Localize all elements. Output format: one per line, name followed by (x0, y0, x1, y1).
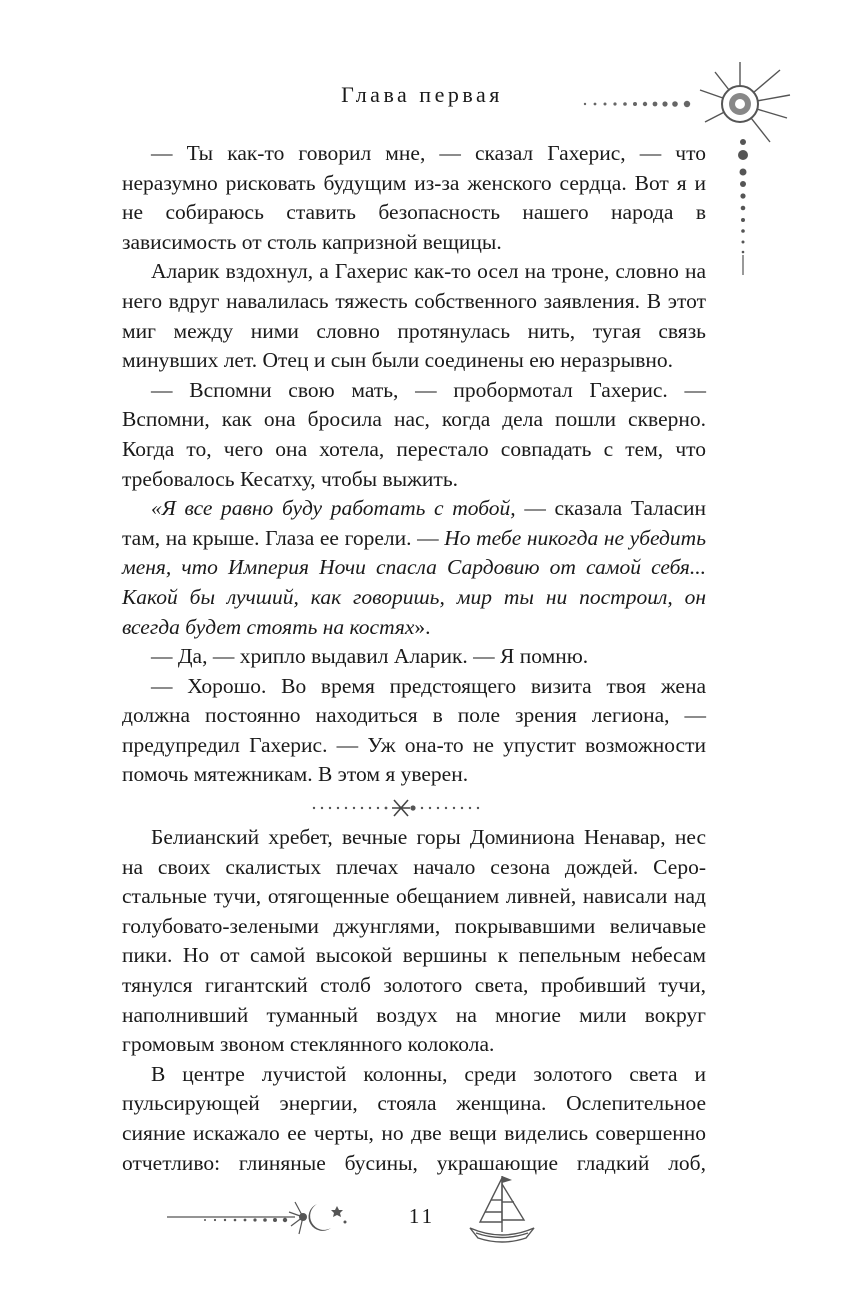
chapter-title: Глава первая (341, 82, 503, 107)
quote-narration: — сказала Таласин там, на крыше. Глаза ее горели. — (122, 496, 706, 550)
paragraph: Аларик вздохнул, а Гахерис как-то осел на троне, словно на него вдруг навалилась тяжесть собственного заявления. В этот миг между ними словно протянулась нить, тугая связь минувших лет. Отец и сын были соединены ею неразрывно. (122, 259, 706, 373)
paragraph: — Хорошо. Во время предстоящего визита твоя жена должна постоянно находиться в поле зрения легиона, — предупредил Гахерис. — Уж она-то не упустит возможности помочь мятежникам. В этом я уверен. (122, 673, 706, 787)
italic-quote-paragraph (122, 494, 706, 642)
quote-italic-2: Но тебе никогда не убедить меня, что Империя Ночи спасла Сардовию от самой себя... Какой бы лучший, как говоришь, мир ты ни построил, он всегда будет стоять на костях (122, 525, 706, 639)
main-text-bottom (122, 823, 706, 1178)
quote-close: ». (414, 614, 431, 639)
sailing-ship-icon (462, 1170, 542, 1250)
paragraph: — Ты как-то говорил мне, — сказал Гахерис, — что неразумно рисковать будущим из-за женского сердца. Вот я и не собираюсь ставить безопасность нашего народа в зависимость от столь капризной вещицы. (122, 141, 706, 254)
page-number: 11 (408, 1204, 436, 1228)
main-text-top (122, 139, 706, 790)
paragraph: В центре лучистой колонны, среди золотого света и пульсирующей энергии, стояла женщина. Ослепительное сияние искажало ее черты, но две вещи виделись совершенно отчетливо: глиняные бусины, украшающие гладкий лоб, (122, 1061, 706, 1175)
paragraph: — Вспомни свою мать, — пробормотал Гахерис. — Вспомни, как она бросила нас, когда дела пошли скверно. Когда то, чего она хотела, перестало совпадать с тем, что требовалось Кесатху, чтобы выжить. (122, 377, 706, 491)
dotted-star-separator-icon (310, 797, 485, 819)
quote-italic-1: «Я все равно буду работать с тобой, (151, 496, 516, 521)
paragraph: Белианский хребет, вечные горы Доминиона Ненавар, нес на своих скалистых плечах начало сезона дождей. Серо-стальные тучи, отягощенные обещанием ливней, нависали над голубовато-зелеными джунглями, покрывавшими величавые пики. Но от самой высокой вершины к пепельным небесам тянулся гигантский столб золотого света, пробивший тучи, наполнивший туманный воздух на многие мили вокруг громовым звоном стеклянного колокола. (122, 825, 706, 1057)
paragraph: — Да, — хрипло выдавил Аларик. — Я помню. (151, 644, 589, 669)
